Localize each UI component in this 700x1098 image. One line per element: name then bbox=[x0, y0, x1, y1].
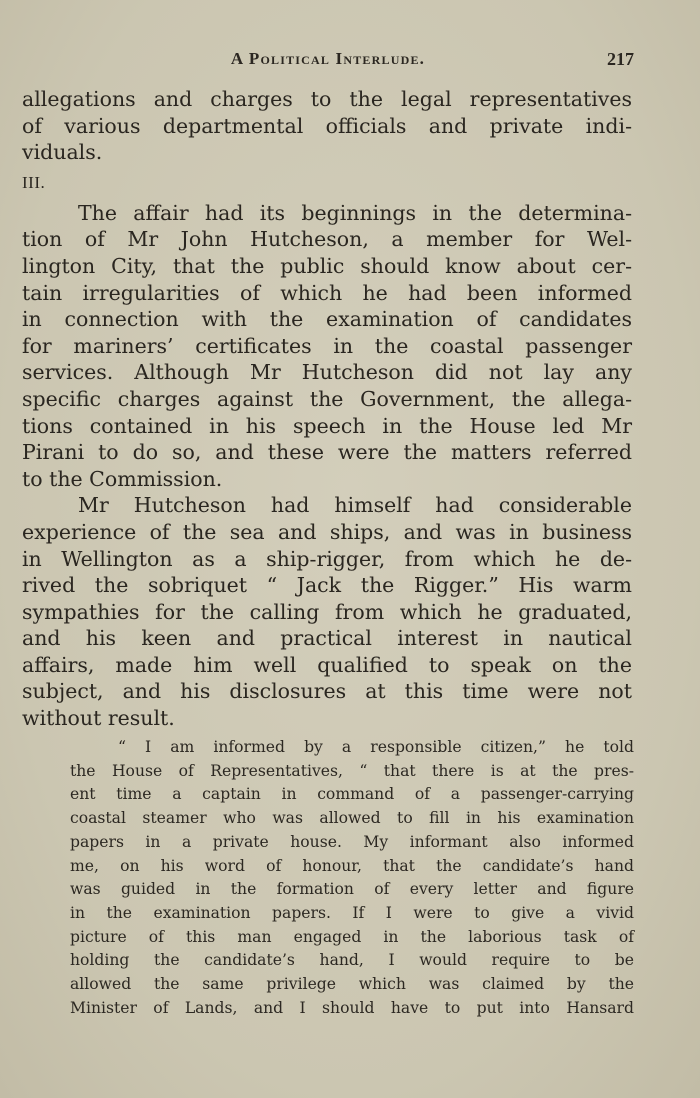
quote-line: papers in a private house. My informant also informed bbox=[70, 832, 634, 851]
text-line: tain irregularities of which he had been informed bbox=[22, 280, 632, 305]
text-line: experience of the sea and ships, and was in business bbox=[22, 519, 632, 544]
paragraph-continuation bbox=[22, 86, 632, 166]
text-line: rived the sobriquet “ Jack the Rigger.” His warm bbox=[22, 573, 632, 598]
paragraph-affair bbox=[22, 200, 632, 493]
text-line: The affair had its beginnings in the determina- bbox=[78, 200, 632, 225]
quote-line: holding the candidate’s hand, I would require to be bbox=[70, 951, 634, 970]
text-line: allegations and charges to the legal representatives bbox=[22, 87, 632, 111]
text-line: and his keen and practical interest in nautical bbox=[22, 626, 632, 651]
text-line: services. Although Mr Hutcheson did not lay any bbox=[22, 360, 632, 385]
quote-line: the House of Representatives, “ that there is at the pres- bbox=[70, 761, 634, 780]
quote-line: “ I am informed by a responsible citizen,” he told bbox=[118, 738, 634, 756]
text-line: without result. bbox=[22, 706, 175, 731]
text-line: to the Commission. bbox=[22, 466, 223, 491]
quote-line: picture of this man engaged in the laborious task of bbox=[70, 927, 634, 946]
quote-line: coastal steamer who was allowed to fill in his examination bbox=[70, 809, 634, 828]
text-line: affairs, made him well qualified to speak on the bbox=[22, 652, 632, 677]
block-quote bbox=[70, 736, 634, 1020]
text-line: in connection with the examination of candidates bbox=[22, 307, 632, 332]
text-line: Pirani to do so, and these were the matters referred bbox=[22, 440, 632, 465]
quote-line: ent time a captain in command of a passenger-carrying bbox=[70, 785, 634, 804]
text-line: in Wellington as a ship-rigger, from which he de- bbox=[22, 546, 632, 571]
quote-line: was guided in the formation of every letter and figure bbox=[70, 880, 634, 899]
text-line: tion of Mr John Hutcheson, a member for Wel- bbox=[22, 227, 632, 252]
text-line: viduals. bbox=[22, 140, 103, 165]
text-line: sympathies for the calling from which he graduated, bbox=[22, 599, 632, 624]
quote-line: me, on his word of honour, that the candidate’s hand bbox=[70, 856, 634, 875]
running-head: A Political Interlude. bbox=[230, 49, 426, 68]
quote-line: Minister of Lands, and I should have to put into Hansard bbox=[70, 998, 634, 1017]
text-line: specific charges against the Government, the allega- bbox=[22, 386, 632, 411]
page-number: 217 bbox=[607, 49, 634, 69]
quote-line: allowed the same privilege which was claimed by the bbox=[70, 975, 634, 994]
paragraph-hutcheson bbox=[22, 492, 632, 731]
text-line: subject, and his disclosures at this time were not bbox=[22, 679, 632, 704]
section-number: III. bbox=[22, 172, 46, 192]
text-line: of various departmental officials and private indi- bbox=[22, 113, 632, 138]
text-line: for mariners’ certificates in the coastal passenger bbox=[22, 333, 632, 358]
page-header bbox=[22, 49, 634, 73]
text-line: lington City, that the public should know about cer- bbox=[22, 253, 632, 278]
quote-line: in the examination papers. If I were to give a vivid bbox=[70, 903, 634, 922]
body-text bbox=[22, 86, 632, 732]
text-line: Mr Hutcheson had himself had considerable bbox=[78, 493, 632, 518]
text-line: tions contained in his speech in the House led Mr bbox=[22, 413, 632, 438]
